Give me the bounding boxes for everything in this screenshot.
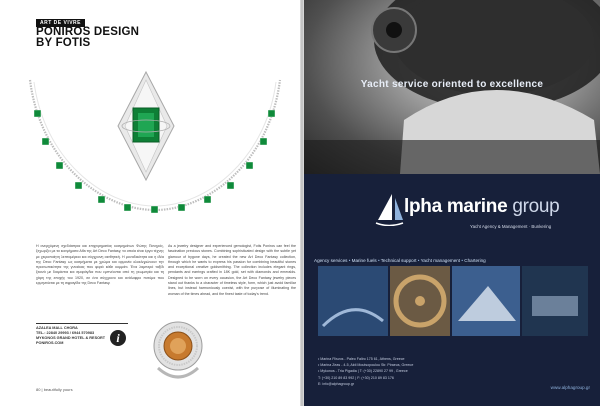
ad-tagline: Yacht service oriented to excellence (360, 79, 544, 90)
emerald-ring-image (112, 70, 180, 182)
service-separator: • (417, 258, 421, 263)
contact-details (318, 356, 508, 387)
article-body-greek: Η ανερχόμενη σχεδιάστρια και επιχειρηματίας κοσμημάτων Φώτης Πονηρός, ξεχωρίζει με τα κοσμήματα Alfa της Art Deco Fantasy, τα οποία είναι έργα τέχνης με χειροποίητη λεπτομέρεια και σύγχρονη αισθητική. Η μοναδικότητα και η ιδέα της Deco Fantasy ως κοσμήματα με χρώμα και αρμονία ολοκληρώνουν την προσωπικότητα της γυναίκας που φορά κάθε κομμάτι. Ένα λαμπερό ταξίδι ξεκινά με διαμάντια και σμαράγδια που εμπνέονται από τη γεωμετρία και τη χάρη της εποχής του 1920, σε ένα σύγχρονο και ανάλαφρο πνεύμα που ερμηνεύεται με τη σφραγίδα της Deco Fantasy. (36, 244, 164, 286)
sail-logo-icon (374, 192, 404, 226)
store-info-line-3: MYKONOS GRAND HOTEL & RESORT (36, 336, 106, 340)
service-separator: • (377, 258, 381, 263)
title-line-1: PONIROS DESIGN (36, 26, 140, 38)
contact-line-5: E: info@alphagroup.gr (318, 381, 355, 386)
yacht-dashboard-photo (304, 0, 600, 174)
contact-line-3: • Mykonos - Tria Pigadia | T: (+30) 22890 27 99 , Greece (318, 369, 408, 374)
page-number: 80 | beautifully yours (36, 387, 73, 392)
service-separator: • (461, 258, 465, 263)
logo-subtitle: Yacht Agency & Management · Bunkering (470, 224, 552, 229)
contact-line-4: T: (+30) 210 89 83 992 | F: (+30) 210 89 83 176 (318, 375, 394, 380)
store-info-line-4: PONIROS.COM (36, 341, 64, 345)
logo-brand: lpha marine (404, 196, 508, 217)
contact-line-2: • Marina Zeas - 4-5, Akti Moutsopoulou Str. Piraeus, Greece (318, 363, 414, 368)
info-icon: i (110, 330, 126, 346)
alpha-marine-logo (374, 196, 560, 236)
store-info-line-1: AZALEA MALL CHORA (36, 326, 78, 330)
advertisement-page (304, 0, 600, 406)
store-info-line-2: TEL.: 22840 29993 / 6944 570983 (36, 331, 95, 335)
service-chartering: Chartering (464, 258, 486, 263)
article-body-english: As a jewelry designer and experienced gemologist, Fotis Poniros can feel the fascination precious stones. Combining sophisticated design with the subtle yet glamour of bygone days, he created the new Art Deco Fantasy collection, through which he wants to express his passion for combining beautiful stones and exceptional creative goldsmithing. The collection includes elegant rings, pendants and earrings crafted in 18K gold, set with diamonds and emeralds. Designed to be worn on every occasion, the Art Deco Fantasy jewelry pieces stand out thanks to a character of timeless style, form, which just avoid familiar lines, but instead harmoniously coexist, with the purpose of illuminating the woman of the times ahead, and the finest taste of today's trend. (168, 244, 296, 296)
marine-photo-collage (318, 266, 588, 336)
logo-wordmark (404, 196, 559, 218)
services-list (314, 258, 596, 263)
website-link[interactable]: www.alphagroup.gr (550, 385, 590, 390)
topaz-ring-image (150, 316, 206, 386)
service-separator: • (348, 258, 352, 263)
title-line-2: BY FOTIS (36, 37, 91, 49)
info-divider (36, 323, 128, 324)
section-kicker: ART DE VIVRE (36, 19, 85, 27)
service-management: Yacht management (420, 258, 461, 263)
article-title (36, 27, 186, 49)
contact-line-1: • Marina Flisvos - Paleo Faliro 175 61, Athens, Greece (318, 357, 405, 361)
service-technical: Technical support (380, 258, 417, 263)
service-agency: Agency services (314, 258, 348, 263)
service-fuels: Marine fuels (351, 258, 377, 263)
logo-group: group (512, 196, 560, 217)
